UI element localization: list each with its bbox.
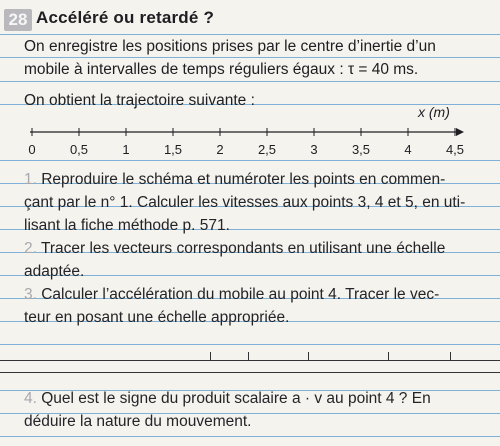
question-text: Quel est le signe du produit scalaire a · v au point 4 ? En (41, 390, 431, 407)
question-text: Calculer l’accélération du mobile au point 4. Tracer le vec- (41, 286, 440, 303)
ruled-line (0, 160, 500, 161)
question-text: déduire la nature du mouvement. (24, 413, 252, 430)
question-text: adaptée. (24, 263, 85, 280)
question-4-line-1 (24, 387, 431, 410)
ruler-tick (308, 352, 309, 360)
ruler-tick (450, 352, 451, 360)
question-4-line-2 (24, 410, 251, 433)
axis-label: x (m) (418, 104, 450, 120)
question-2-line-1 (24, 237, 445, 260)
question-3-line-2 (24, 306, 289, 329)
axis-tick-label: 3 (310, 142, 318, 157)
question-number: 4. (24, 390, 42, 407)
axis-tick-label: 1,5 (163, 142, 183, 157)
question-2-line-2 (24, 260, 84, 283)
question-1-line-1 (24, 168, 445, 191)
question-number: 1. (24, 171, 42, 188)
trajectory-axis (0, 122, 500, 142)
axis-tick-label: 2 (216, 142, 224, 157)
separator-line (0, 360, 500, 361)
axis-tick-label: 4,5 (445, 142, 465, 157)
question-number: 3. (24, 286, 42, 303)
intro-line-3: On obtient la trajectoire suivante : (24, 92, 255, 109)
ruler-tick (248, 352, 249, 360)
question-text: Reproduire le schéma et numéroter les points en commen- (41, 171, 446, 188)
axis-tick-label: 3,5 (351, 142, 371, 157)
axis-tick-label: 2,5 (257, 142, 277, 157)
axis-tick-label: 0 (28, 142, 36, 157)
intro-line-1: On enregistre les positions prises par le centre d’inertie d’un (24, 38, 436, 55)
exercise-number-badge: 28 (4, 9, 32, 31)
question-text: lisant la fiche méthode p. 571. (24, 217, 230, 234)
axis-tick-label: 4 (404, 142, 412, 157)
axis-tick-label: 1 (122, 142, 130, 157)
exercise-title: Accéléré ou retardé ? (36, 8, 215, 27)
question-text: Tracer les vecteurs correspondants en utilisant une échelle (40, 240, 446, 257)
axis-tick-label: 0,5 (69, 142, 89, 157)
ruled-line (0, 81, 500, 82)
question-1-line-3 (24, 214, 230, 237)
question-3-line-1 (24, 283, 439, 306)
question-text: teur en posant une échelle appropriée. (24, 309, 290, 326)
question-1-line-2 (24, 191, 465, 214)
question-number: 2. (24, 240, 41, 257)
question-text: çant par le n° 1. Calculer les vitesses aux points 3, 4 et 5, en uti- (24, 194, 466, 211)
ruler-tick (388, 352, 389, 360)
ruler-tick (210, 352, 211, 360)
separator-line (0, 372, 500, 373)
intro-line-2: mobile à intervalles de temps réguliers égaux : τ = 40 ms. (24, 61, 419, 78)
ruled-line (0, 344, 500, 345)
ruled-line (0, 436, 500, 437)
axis-arrow-icon (456, 128, 464, 136)
